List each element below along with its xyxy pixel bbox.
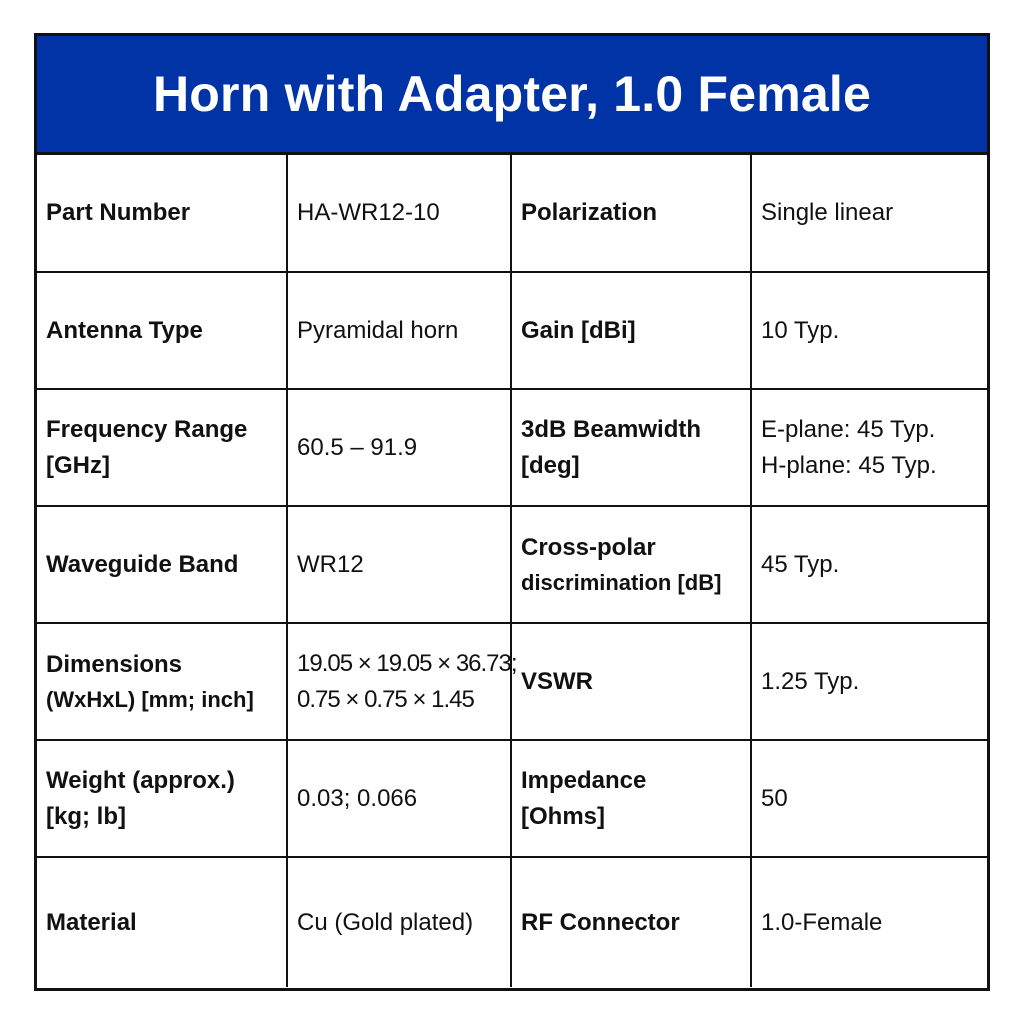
spec-value-text: 1.25 Typ. — [761, 667, 860, 695]
spec-label-text: Impedance — [521, 766, 647, 794]
spec-label-polarization — [511, 155, 751, 272]
spec-value-weight — [287, 740, 511, 857]
spec-label-gain — [511, 272, 751, 389]
spec-label-text: Part Number — [46, 199, 191, 226]
spec-value-vswr — [751, 623, 987, 740]
spec-value-text: E-plane: 45 Typ. — [761, 415, 936, 443]
spec-row-part-number — [37, 155, 987, 272]
spec-label-text: [GHz] — [46, 451, 110, 479]
spec-label-text: [deg] — [521, 451, 580, 479]
spec-label-text: (WxHxL) [mm; inch] — [46, 687, 254, 712]
spec-label-text: Material — [46, 908, 137, 936]
spec-value-text: HA-WR12-10 — [297, 199, 440, 226]
spec-value-text: 0.03; 0.066 — [297, 784, 418, 812]
spec-label-text: Waveguide Band — [46, 550, 239, 578]
spec-row-dimensions — [37, 623, 987, 740]
spec-label-waveguide-band — [37, 506, 287, 623]
spec-label-dimensions — [37, 623, 287, 740]
spec-label-text: VSWR — [521, 667, 593, 695]
spec-value-part-number — [287, 155, 511, 272]
spec-label-text: 3dB Beamwidth — [521, 415, 702, 443]
spec-value-material — [287, 857, 511, 987]
spec-value-text: Cu (Gold plated) — [297, 908, 474, 936]
spec-label-weight — [37, 740, 287, 857]
spec-label-text: Weight (approx.) — [46, 766, 235, 794]
spec-label-impedance — [511, 740, 751, 857]
spec-label-text: Dimensions — [46, 651, 183, 678]
spec-value-dimensions — [287, 623, 517, 740]
spec-value-beamwidth — [751, 389, 987, 506]
spec-value-antenna-type — [287, 272, 511, 389]
spec-value-text: Pyramidal horn — [297, 316, 459, 344]
spec-label-antenna-type — [37, 272, 287, 389]
spec-label-text: Gain [dBi] — [521, 316, 636, 344]
spec-row-material — [37, 857, 987, 987]
header-banner — [37, 36, 987, 155]
spec-value-text: 50 — [761, 784, 788, 812]
spec-value-text: 60.5 – 91.9 — [297, 433, 418, 461]
page-title: Horn with Adapter, 1.0 Female — [152, 66, 871, 122]
spec-value-gain — [751, 272, 987, 389]
spec-label-part-number — [37, 155, 287, 272]
spec-label-material — [37, 857, 287, 987]
spec-label-beamwidth — [511, 389, 751, 506]
spec-value-text: 0.75 × 0.75 × 1.45 — [297, 685, 474, 713]
spec-value-waveguide-band — [287, 506, 511, 623]
spec-row-antenna-type — [37, 272, 987, 389]
spec-value-text: 45 Typ. — [761, 550, 840, 578]
spec-label-text: Antenna Type — [46, 316, 203, 344]
spec-label-text: Cross-polar — [521, 534, 656, 561]
spec-value-text: Single linear — [761, 199, 894, 226]
spec-label-text: discrimination [dB] — [521, 570, 722, 595]
spec-value-text: 19.05 × 19.05 × 36.73; — [297, 649, 517, 677]
spec-row-frequency-range — [37, 389, 987, 506]
spec-row-weight — [37, 740, 987, 857]
spec-row-waveguide-band — [37, 506, 987, 623]
spec-label-text: Frequency Range — [46, 415, 248, 443]
spec-value-impedance — [751, 740, 987, 857]
spec-label-rf-connector — [511, 857, 751, 987]
spec-value-polarization — [751, 155, 987, 272]
spec-value-rf-connector — [751, 857, 987, 987]
spec-value-text: H-plane: 45 Typ. — [761, 451, 937, 479]
spec-value-text: WR12 — [297, 550, 364, 578]
spec-value-text: 10 Typ. — [761, 316, 840, 344]
spec-label-vswr — [511, 623, 751, 740]
spec-label-frequency-range — [37, 389, 287, 506]
spec-label-text: RF Connector — [521, 908, 680, 936]
spec-label-text: [Ohms] — [521, 802, 605, 830]
spec-label-text: Polarization — [521, 199, 658, 226]
spec-value-frequency-range — [287, 389, 511, 506]
spec-label-cross-polar — [511, 506, 751, 623]
spec-label-text: [kg; lb] — [46, 802, 126, 830]
spec-sheet — [34, 33, 990, 991]
spec-table — [37, 155, 987, 987]
spec-value-cross-polar — [751, 506, 987, 623]
spec-value-text: 1.0-Female — [761, 908, 883, 936]
